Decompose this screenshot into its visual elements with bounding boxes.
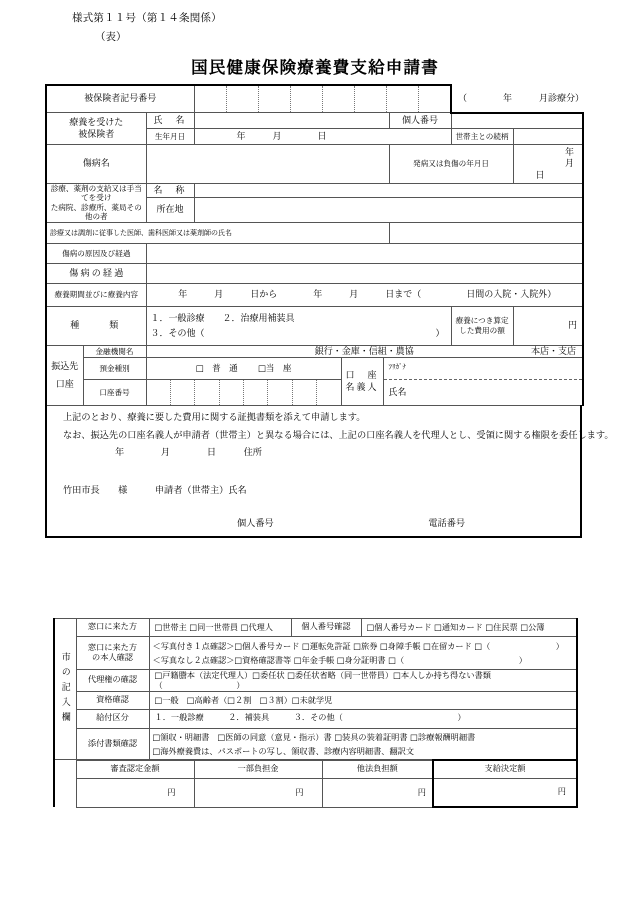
- disease-name-input[interactable]: [146, 145, 389, 184]
- onset-date-input[interactable]: [513, 145, 620, 184]
- table-row-identity-verification: [54, 637, 577, 670]
- attachments-line2[interactable]: □海外療養費は、パスポートの写し、領収書、診療内容明細書、翻訳文: [152, 745, 415, 756]
- period-input[interactable]: 年 月 日から 年 月 日まで（ 日間の入院・入院外）: [146, 283, 583, 306]
- kind-options[interactable]: [146, 306, 451, 345]
- office-form-table: [53, 618, 578, 760]
- calc-amount-label: [451, 306, 513, 345]
- identity-photo-one-item[interactable]: ＜写真付き１点確認＞□個人番号カード □運転免許証 □旅券 □身障手帳 □在留カード □（ ）: [152, 640, 564, 651]
- course-label: 傷 病 の 経 過: [46, 263, 146, 283]
- yen-unit-decided: 円: [557, 787, 566, 797]
- city-office-entry-form: [53, 618, 576, 808]
- amounts-table: [53, 759, 578, 808]
- declaration-statement-2: なお、振込先の口座名義人が申請者（世帯主）と異なる場合には、上記の口座名義人を代理人とし、受領に関する権限を委任します。: [63, 429, 614, 440]
- bank-name-input[interactable]: [146, 345, 583, 357]
- table-row-deposit-type: [46, 358, 583, 380]
- kind-option-1-2: １．一般診療 ２．治療用補装具: [150, 312, 295, 323]
- table-row-benefit-category: [54, 709, 577, 728]
- table-row-amount-values: [54, 778, 577, 807]
- my-number-input[interactable]: [451, 113, 583, 129]
- amount-header-other-law: 他法負担額: [322, 760, 433, 778]
- attachments-options[interactable]: [149, 728, 577, 760]
- kind-option-3-label: ３．その他（: [150, 327, 205, 338]
- relation-input[interactable]: [513, 129, 583, 145]
- account-holder-label-line2: 名義人: [345, 381, 379, 392]
- insured-block-label-line1: 療養を受けた: [69, 117, 124, 128]
- table-row-insured-number: [46, 85, 583, 113]
- mayor-applicant-line[interactable]: 竹田市長 様 申請者（世帯主）氏名: [63, 484, 247, 495]
- eligibility-label: 資格確認: [76, 691, 149, 709]
- amount-value-other-law[interactable]: [322, 778, 433, 807]
- disease-name-label: 傷病名: [46, 145, 146, 184]
- practitioner-label: 診療又は調剤に従事した医師、歯科医師又は薬剤師の氏名: [46, 222, 389, 243]
- checkbox-touza[interactable]: □当 座: [257, 363, 292, 374]
- my-number-label: 個人番号: [389, 113, 451, 129]
- checkbox-futsu[interactable]: □ 普 通: [195, 363, 238, 374]
- name-input[interactable]: [194, 113, 389, 129]
- amount-value-copayment[interactable]: [194, 778, 322, 807]
- yen-unit-assessed: 円: [167, 787, 176, 797]
- insured-number-input[interactable]: [194, 85, 451, 113]
- table-row-account-number: [46, 380, 583, 406]
- table-row-period: [46, 283, 583, 306]
- calc-amount-label-line1: 療養につき算定: [455, 316, 509, 326]
- bank-account-table: [45, 345, 584, 406]
- form-number: 様式第１１号（第１４条関係）: [72, 13, 222, 24]
- footer-my-number-label: 個人番号: [237, 518, 274, 529]
- identity-verification-options[interactable]: [149, 637, 577, 670]
- provider-name-label: 名 称: [146, 184, 194, 198]
- bank-type-options: 銀行・金庫・信組・農協: [314, 345, 414, 356]
- bank-block-label-line2: 口座: [55, 378, 74, 389]
- declaration-block: [46, 406, 614, 537]
- table-row-course: [46, 263, 583, 283]
- calc-amount-label-line2: した費用の額: [459, 325, 505, 335]
- account-holder-kana-input[interactable]: [383, 358, 583, 380]
- provider-name-input[interactable]: [194, 184, 583, 198]
- amount-value-decided[interactable]: [433, 778, 577, 807]
- account-holder-label: [341, 358, 383, 406]
- footer-phone-label: 電話番号: [428, 518, 466, 529]
- provider-label-line2: た病院、診療所、薬局その他の者: [50, 202, 142, 222]
- amounts-side-spacer: [54, 760, 76, 807]
- account-holder-kana-label: ﾌﾘｶﾞﾅ: [388, 363, 406, 372]
- practitioner-input[interactable]: [389, 222, 583, 243]
- eligibility-options[interactable]: □一般 □高齢者（□２割 □３割）□未就学児: [149, 691, 577, 709]
- amount-header-decided: 支給決定額: [433, 760, 577, 778]
- proxy-authority-label: 代理権の確認: [76, 670, 149, 692]
- insured-person-block-label: [46, 113, 146, 145]
- course-input[interactable]: [146, 263, 583, 283]
- table-row-declaration: [46, 406, 581, 537]
- calc-amount-input[interactable]: [513, 306, 583, 345]
- name-label: 氏 名: [146, 113, 194, 129]
- table-row-practitioner: [46, 222, 583, 243]
- onset-date-line2: 日: [535, 169, 545, 180]
- account-number-input[interactable]: [146, 380, 341, 406]
- visitor-label: 窓口に来た方: [76, 619, 149, 637]
- yen-unit-copayment: 円: [295, 787, 304, 797]
- main-application-form: [45, 84, 620, 538]
- calc-amount-yen-unit: 円: [568, 320, 578, 331]
- table-row-counter-visitor: [54, 619, 577, 637]
- relation-label: 世帯主との続柄: [451, 129, 513, 145]
- kind-label: 種 類: [46, 306, 146, 345]
- bank-branch-options: 本店・支店: [531, 345, 577, 356]
- provider-address-input[interactable]: [194, 197, 583, 222]
- onset-date-line1: 年 月: [565, 147, 620, 169]
- period-label: 療養期間並びに療養内容: [46, 283, 146, 306]
- insured-number-label: 被保険者記号番号: [46, 85, 194, 113]
- table-row-eligibility: [54, 691, 577, 709]
- main-form-table: [45, 84, 620, 346]
- table-row-proxy-authority: [54, 670, 577, 692]
- account-holder-label-line1: 口 座: [345, 370, 379, 381]
- provider-block-label: [46, 184, 146, 223]
- deposit-type-options[interactable]: [146, 358, 341, 380]
- amount-header-assessed: 審査認定金額: [76, 760, 194, 778]
- identity-verification-label-line1: 窓口に来た方: [87, 642, 138, 652]
- deposit-type-label: 預金種別: [83, 358, 146, 380]
- birthdate-label: 生年月日: [146, 129, 194, 145]
- account-number-label: 口座番号: [83, 380, 146, 406]
- identity-verification-label: [76, 637, 149, 670]
- benefit-category-options[interactable]: １．一般診療 ２．補装具 ３．その他（ ）: [149, 709, 577, 728]
- table-row-insured-name: [46, 113, 583, 129]
- table-row-amount-headers: [54, 760, 577, 778]
- declaration-date-address[interactable]: 年 月 日 住所: [115, 447, 262, 458]
- account-holder-name-label: 氏名: [388, 387, 407, 398]
- bank-block-label: [46, 345, 83, 405]
- office-side-label: [54, 619, 76, 760]
- table-row-bank-name: [46, 345, 583, 357]
- declaration-table: [45, 405, 614, 537]
- amount-header-copayment: 一部負担金: [194, 760, 322, 778]
- attachments-line1[interactable]: □領収・明細書 □医師の同意（意見・指示）書 □装具の装着証明書 □診療報酬明細書: [152, 731, 476, 742]
- table-row-cause: [46, 243, 583, 263]
- amount-value-assessed[interactable]: [76, 778, 194, 807]
- cause-input[interactable]: [146, 243, 583, 263]
- form-side-label: （表）: [95, 32, 127, 43]
- birthdate-input[interactable]: 年 月 日: [194, 129, 451, 145]
- my-number-check-options[interactable]: □個人番号カード □通知カード □住民票 □公簿: [361, 619, 577, 637]
- attachments-label: 添付書類確認: [76, 728, 149, 760]
- bank-block-label-line1: 振込先: [51, 361, 79, 372]
- footer-number-line: [57, 515, 574, 532]
- my-number-check-label: 個人番号確認: [291, 619, 361, 637]
- kind-option-3: [151, 326, 447, 341]
- page-title: 国民健康保険療養費支給申請書: [191, 58, 439, 77]
- provider-address-label: 所在地: [146, 197, 194, 222]
- kind-option-3-close: ）: [435, 327, 445, 338]
- account-holder-name-input[interactable]: [383, 380, 583, 406]
- office-side-label-text: 市の記入欄: [60, 651, 71, 727]
- provider-label-line1: 診療、薬剤の支給又は手当てを受け: [50, 184, 142, 203]
- identity-nophoto-two-items[interactable]: ＜写真なし２点確認＞□資格確認書等 □年金手帳 □身分証明書 □（ ）: [152, 655, 527, 665]
- bank-name-label: 金融機関名: [83, 345, 146, 357]
- identity-verification-label-line2: の本人確認: [92, 653, 133, 662]
- visitor-options[interactable]: □世帯主 □同一世帯員 □代理人: [149, 619, 291, 637]
- onset-date-label: 発病又は負傷の年月日: [389, 145, 513, 184]
- cause-label: 傷病の原因及び経過: [46, 243, 146, 263]
- proxy-authority-options[interactable]: □戸籍謄本（法定代理人）□委任状 □委任状省略（同一世帯員）□本人しか持ち得ない書類（ ）: [149, 670, 577, 692]
- table-row-disease: [46, 145, 583, 184]
- table-row-attachments: [54, 728, 577, 760]
- benefit-category-label: 給付区分: [76, 709, 149, 728]
- insured-block-label-line2: 被保険者: [78, 128, 115, 139]
- yen-unit-other-law: 円: [417, 787, 426, 797]
- declaration-statement-1: 上記のとおり、療養に要した費用に関する証拠書類を添えて申請します。: [63, 412, 366, 423]
- table-row-kind: [46, 306, 583, 345]
- treatment-month-note: （ 年 月診療分）: [458, 92, 585, 103]
- table-row-provider-name: [46, 184, 583, 198]
